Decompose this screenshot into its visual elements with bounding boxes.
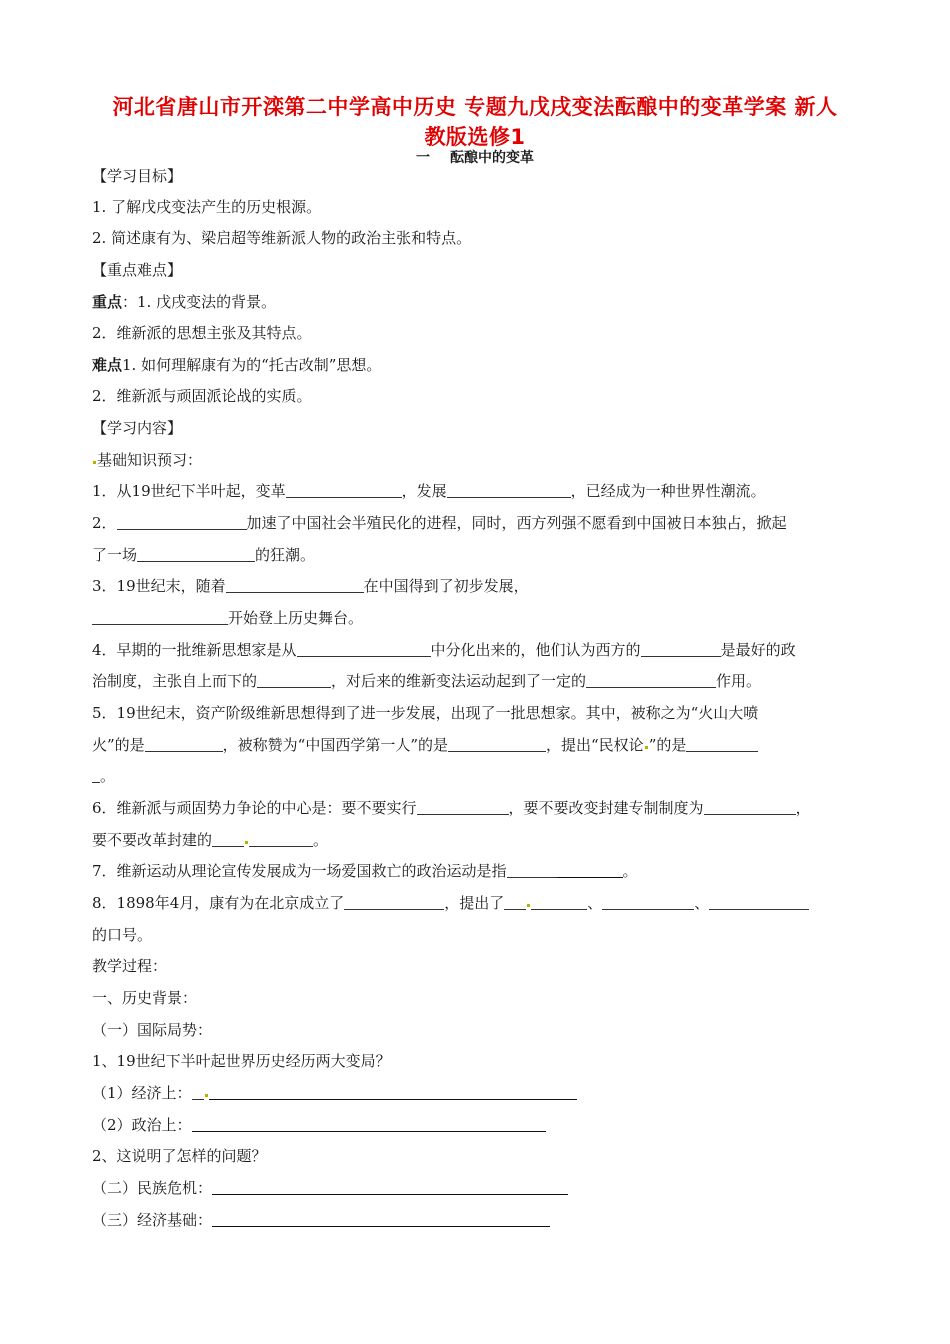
answer-blank[interactable] [602,894,694,910]
mark-dot [245,841,248,844]
answer-blank[interactable] [117,514,247,530]
answer-blank[interactable] [447,482,571,498]
answer-blank[interactable] [92,609,228,625]
q-text: 、 [694,894,710,912]
goal-item [92,228,471,248]
answer-blank[interactable] [145,736,223,752]
question-5 [92,703,758,723]
q-text: 火”的是 [92,736,145,754]
key-text: 2．维新派的思想主张及其特点。 [92,324,312,342]
task-text: 1、19世纪下半叶起世界历史经历两大变局？ [92,1052,391,1070]
q-text: 。 [313,831,329,849]
section-subtitle [0,147,950,167]
content-header-text: 【学习内容】 [92,419,183,437]
difficult-point [92,386,312,406]
answer-blank[interactable] [192,1116,546,1132]
answer-blank[interactable] [286,482,402,498]
answer-blank[interactable] [586,672,716,688]
question-6 [92,798,811,818]
answer-blank[interactable] [417,799,509,815]
question-5-end [92,766,115,786]
q-text: ，被称赞为“中国西学第一人”的是 [222,736,449,754]
q-text: 的狂潮。 [255,546,316,564]
task-item [92,1083,577,1103]
q-text: 、 [587,894,603,912]
task-text: （二）民族危机： [92,1179,213,1197]
q-text: ，已经成为一种世界性潮流。 [570,482,766,500]
difficult-text: 2．维新派与顽固派论战的实质。 [92,387,312,405]
preview-heading [92,450,202,470]
task-text: （1）经济上： [92,1084,192,1102]
question-8-cont [92,925,152,945]
goals-header-text: 【学习目标】 [92,167,183,185]
question-8 [92,893,809,913]
question-4-cont [92,671,761,691]
q-text: 是最好的政 [720,641,796,659]
subsection-text: （一）国际局势： [92,1021,213,1039]
subtitle-text: 酝酿中的变革 [450,150,534,166]
goal-text: 1. 了解戊戌变法产生的历史根源。 [92,198,322,216]
mark-dot [93,461,96,464]
answer-blank[interactable] [704,799,796,815]
q-text: 治制度，主张自上而下的 [92,672,258,690]
question-2-cont [92,545,315,565]
question-7 [92,861,638,881]
subtitle-number: 一 [416,150,430,166]
goal-text: 2. 简述康有为、梁启超等维新派人物的政治主张和特点。 [92,229,472,247]
q-text: 7．维新运动从理论宣传发展成为一场爱国救亡的政治运动是指 [92,862,507,880]
title-line-2: 教版选修1 [424,125,526,149]
task-item [92,1210,550,1230]
q-text: 5．19世纪末，资产阶级维新思想得到了进一步发展，出现了一批思想家。其中，被称之为“火山大喷 [92,704,759,722]
task-text: （三）经济基础： [92,1211,213,1229]
q-text: 2． [92,514,117,532]
task-item [92,1178,568,1198]
q-text: 了一场 [92,546,138,564]
key-point [92,292,276,312]
q-text: 要不要改革封建的 [92,831,213,849]
subsection-heading [92,1020,212,1040]
answer-blank[interactable] [557,862,623,878]
q-text: 3．19世纪末，随着 [92,577,226,595]
section-text: 一、历史背景： [92,989,198,1007]
key-header [92,260,182,280]
answer-blank[interactable] [448,736,546,752]
q-text: ，对后来的维新变法运动起到了一定的 [331,672,587,690]
question-4 [92,640,796,660]
answer-blank[interactable] [709,894,809,910]
question-6-cont [92,830,328,850]
answer-blank[interactable] [249,831,313,847]
q-text: 1．从19世纪下半叶起，变革 [92,482,286,500]
task-question [92,1051,391,1071]
difficult-text: 1. 如何理解康有为的“托古改制”思想。 [122,356,382,374]
mark-dot [527,904,530,907]
q-text: 开始登上历史舞台。 [228,609,364,627]
q-text: 8．1898年4月，康有为在北京成立了 [92,894,345,912]
q-text: ， [795,799,811,817]
answer-blank[interactable] [212,831,244,847]
difficult-point [92,355,381,375]
process-heading [92,956,167,976]
q-text: 4．早期的一批维新思想家是从 [92,641,297,659]
section-heading [92,988,197,1008]
key-header-text: 【重点难点】 [92,261,183,279]
answer-blank[interactable] [641,641,721,657]
q-text: 。 [100,767,116,785]
answer-blank[interactable] [297,641,431,657]
q-text: 在中国得到了初步发展， [363,577,529,595]
title-line-1: 河北省唐山市开滦第二中学高中历史 专题九戊戌变法酝酿中的变革学案 新人 [112,95,838,119]
answer-blank[interactable] [686,736,758,752]
q-text: ，要不要改变封建专制制度为 [508,799,704,817]
question-2 [92,513,787,533]
q-text: ”的是 [648,736,687,754]
document-title [70,92,880,152]
task-item [92,1115,546,1135]
preview-text: 基础知识预习： [97,451,203,469]
answer-blank[interactable] [137,546,255,562]
question-5-cont [92,735,758,755]
q-text: 作用。 [716,672,762,690]
mark-dot [645,746,648,749]
difficult-label: 难点 [92,356,123,374]
question-3-cont [92,608,363,628]
q-text: 加速了中国社会半殖民化的进程，同时，西方列强不愿看到中国被日本独占，掀起 [246,514,787,532]
question-3 [92,576,529,596]
question-1 [92,481,766,501]
answer-blank[interactable] [212,1179,568,1195]
key-point [92,323,312,343]
task-text: 2、这说明了怎样的问题？ [92,1147,267,1165]
task-text: （2）政治上： [92,1116,192,1134]
mark-dot [205,1094,208,1097]
answer-blank[interactable] [92,767,100,783]
answer-blank[interactable] [257,672,331,688]
q-text: 的口号。 [92,926,153,944]
answer-blank[interactable] [192,1084,204,1100]
content-header [92,418,182,438]
answer-blank[interactable] [507,862,557,878]
task-question [92,1146,267,1166]
process-text: 教学过程： [92,957,168,975]
goals-header [92,166,182,186]
q-text: ，提出了 [444,894,505,912]
goal-item [92,197,321,217]
answer-blank[interactable] [344,894,444,910]
key-label: 重点 [92,293,123,311]
q-text: ，提出“民权论 [546,736,644,754]
answer-blank[interactable] [226,577,364,593]
q-text: 6．维新派与顽固势力争论的中心是：要不要实行 [92,799,417,817]
key-text: ：1. 戊戌变法的背景。 [122,293,277,311]
answer-blank[interactable] [209,1084,577,1100]
q-text: 。 [622,862,638,880]
answer-blank[interactable] [212,1211,550,1227]
answer-blank[interactable] [504,894,526,910]
answer-blank[interactable] [531,894,587,910]
q-text: 中分化出来的，他们认为西方的 [430,641,641,659]
q-text: ，发展 [401,482,447,500]
